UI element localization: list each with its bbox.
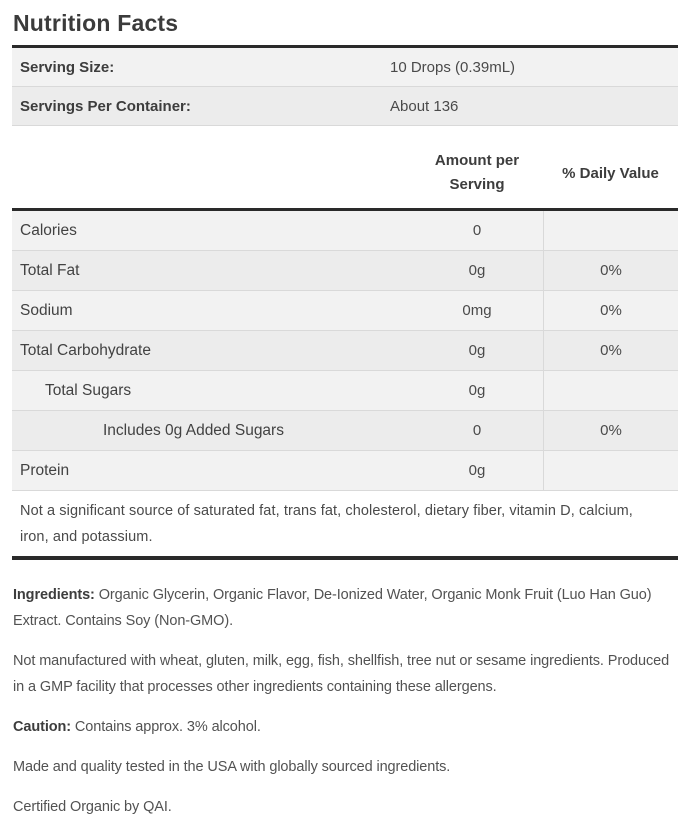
servings-per-container-label: Servings Per Container: — [20, 97, 191, 115]
nutrient-daily-value: 0% — [543, 291, 678, 330]
servings-per-container-row — [12, 87, 678, 126]
nutrient-label: Includes 0g Added Sugars — [103, 421, 284, 439]
ingredients-label: Ingredients: — [13, 587, 95, 604]
nutrient-daily-value: 0% — [543, 251, 678, 290]
amount-per-serving-header: Amount per Serving — [434, 152, 520, 194]
table-column-headers — [12, 126, 678, 208]
ingredients-text: Organic Glycerin, Organic Flavor, De-Ionized Water, Organic Monk Fruit (Luo Han Guo) Extract. Contains Soy (Non-GMO). — [13, 587, 652, 630]
table-row-total-carbohydrate — [12, 331, 678, 371]
nutrient-amount: 0 — [472, 222, 482, 240]
servings-per-container-value: About 136 — [390, 97, 459, 115]
label-details — [12, 560, 678, 820]
nutrient-label: Protein — [20, 461, 70, 479]
nutrient-amount: 0g — [468, 462, 486, 480]
nutrient-label: Sodium — [20, 301, 73, 319]
nutrient-daily-value — [543, 451, 678, 490]
serving-size-value: 10 Drops (0.39mL) — [390, 58, 516, 76]
nutrient-daily-value: 0% — [543, 411, 678, 450]
table-row-protein — [12, 451, 678, 491]
table-row-added-sugars — [12, 411, 678, 451]
table-row-calories — [12, 211, 678, 251]
nutrient-label: Calories — [20, 221, 77, 239]
not-significant-source-footnote: Not a significant source of saturated fat, trans fat, cholesterol, dietary fiber, vitamin D, calcium, iron, and potassium. — [12, 491, 678, 556]
certified-organic-paragraph: Certified Organic by QAI. — [13, 799, 172, 816]
nutrient-daily-value — [543, 371, 678, 410]
allergen-paragraph: Not manufactured with wheat, gluten, milk, egg, fish, shellfish, tree nut or sesame ingredients. Produced in a GMP facility that processes other ingredients containing these allergens. — [13, 653, 670, 696]
nutrient-label: Total Carbohydrate — [20, 341, 151, 359]
daily-value-header: % Daily Value — [562, 164, 659, 182]
serving-size-row — [12, 48, 678, 87]
table-row-total-sugars — [12, 371, 678, 411]
made-in-usa-paragraph: Made and quality tested in the USA with globally sourced ingredients. — [13, 759, 451, 776]
nutrient-daily-value: 0% — [543, 331, 678, 370]
table-row-sodium — [12, 291, 678, 331]
nutrient-label: Total Sugars — [45, 381, 132, 399]
nutrient-amount: 0 — [472, 422, 482, 440]
nutrient-amount: 0g — [468, 382, 486, 400]
caution-text: Contains approx. 3% alcohol. — [71, 719, 261, 736]
label-column-spacer — [12, 149, 411, 197]
caution-paragraph — [13, 714, 676, 740]
nutrient-label: Total Fat — [20, 261, 80, 279]
nutrient-amount: 0g — [468, 342, 486, 360]
nutrition-facts-title: Nutrition Facts — [13, 10, 179, 36]
nutrient-daily-value — [543, 211, 678, 250]
nutrient-amount: 0mg — [462, 302, 492, 320]
serving-size-label: Serving Size: — [20, 58, 115, 76]
table-row-total-fat — [12, 251, 678, 291]
caution-label: Caution: — [13, 719, 71, 736]
ingredients-paragraph — [13, 582, 676, 634]
nutrient-amount: 0g — [468, 262, 486, 280]
